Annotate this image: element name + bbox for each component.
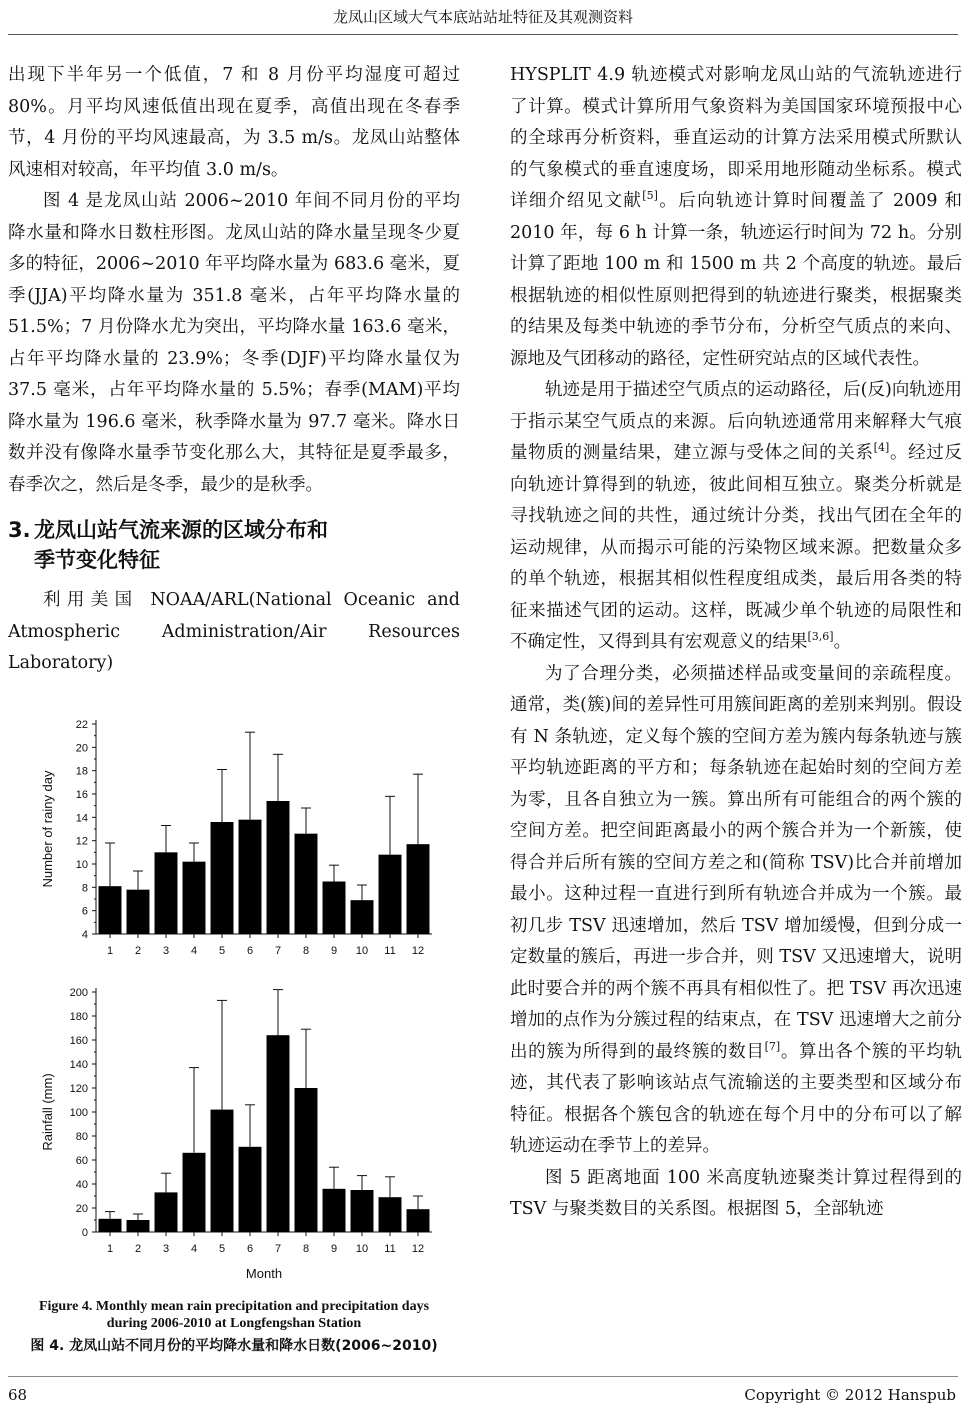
right-column xyxy=(510,60,962,1226)
running-header: 龙凤山区域大气本底站站址特征及其观测资料 xyxy=(332,8,633,26)
paragraph xyxy=(510,659,962,1163)
rainy-days-bar-11 xyxy=(379,855,402,934)
rainy-days-y-tick-label: 8 xyxy=(81,882,88,895)
rainy-days-bar-12 xyxy=(407,844,430,934)
text: 。算出各个簇的平均轨迹，其代表了影响该站点气流输送的主要类型和区域分布特征。根据各个簇包含的轨迹在每个月中的分布可以了解轨迹运动在季节上的差异。 xyxy=(510,1041,963,1156)
rainy-days-bar-6 xyxy=(239,820,262,934)
rainfall-y-tick-label: 40 xyxy=(75,1179,88,1191)
rainy-days-y-tick-label: 4 xyxy=(81,929,88,941)
paragraph: 出现下半年另一个低值，7 和 8 月份平均湿度可超过 80%。月平均风速低值出现在夏季，高值出现在冬春季节，4 月份的平均风速最高，为 3.5 m/s。龙凤山站整体风速相对较高，年平均值 3.0 m/s。 xyxy=(8,65,460,180)
section-number: 3. xyxy=(8,518,31,542)
rainfall-y-tick-label: 140 xyxy=(69,1059,88,1071)
paragraph: 利用美国 NOAA/ARL(National Oceanic and Atmospheric Administration/Air Resources Laboratory) xyxy=(8,590,460,673)
rainy-days-x-tick-label: 12 xyxy=(411,945,425,957)
rainy-days-bar-8 xyxy=(295,834,318,934)
caption-en-line2: during 2006-2010 at Longfengshan Station xyxy=(106,1316,362,1331)
rainfall-x-tick-label: 12 xyxy=(411,1243,425,1255)
figure-4 xyxy=(8,712,460,1282)
rainfall-x-tick-label: 8 xyxy=(302,1243,310,1255)
section-title-line1: 龙凤山站气流来源的区域分布和 xyxy=(34,518,328,542)
rainy-days-y-tick-label: 18 xyxy=(75,765,88,778)
text: 。 xyxy=(833,632,852,652)
paragraph xyxy=(510,375,962,659)
rainfall-y-tick-label: 180 xyxy=(69,1011,88,1023)
caption-zh: 图 4. 龙凤山站不同月份的平均降水量和降水日数(2006~2010) xyxy=(30,1338,438,1354)
rainy-days-x-tick-label: 11 xyxy=(384,945,396,957)
rainy-days-bar-2 xyxy=(127,890,150,934)
rainfall-bar-7 xyxy=(267,1035,290,1232)
section-title-line2: 季节变化特征 xyxy=(34,548,160,572)
rainy-days-y-axis-label: Number of rainy day xyxy=(40,770,55,888)
rainfall-x-tick-label: 1 xyxy=(106,1243,114,1255)
header-divider xyxy=(8,34,958,35)
rainfall-x-tick-label: 11 xyxy=(384,1243,396,1255)
rainy-days-bar-3 xyxy=(155,852,178,934)
rainfall-y-axis-label: Rainfall (mm) xyxy=(40,1073,55,1151)
rainfall-bar-10 xyxy=(351,1190,374,1232)
rainfall-x-tick-label: 5 xyxy=(218,1243,226,1255)
paragraph: 图 5 距离地面 100 米高度轨迹聚类计算过程得到的 TSV 与聚类数目的关系图。根据图 5，全部轨迹 xyxy=(510,1167,962,1219)
rainy-days-bar-1 xyxy=(99,886,122,934)
rainfall-x-tick-label: 2 xyxy=(134,1243,142,1255)
rainfall-bar-1 xyxy=(99,1219,122,1232)
rainfall-bar-6 xyxy=(239,1147,262,1232)
citation: [4] xyxy=(873,441,890,455)
rainfall-bar-12 xyxy=(407,1209,430,1232)
caption-en-line1: Figure 4. Monthly mean rain precipitation and precipitation days xyxy=(38,1299,430,1314)
rainfall-x-axis-label: Month xyxy=(245,1266,283,1281)
rainfall-x-tick-label: 4 xyxy=(190,1243,198,1255)
rainy-days-x-tick-label: 7 xyxy=(274,945,282,957)
rainfall-bar-11 xyxy=(379,1197,402,1232)
rainy-days-x-tick-label: 4 xyxy=(190,945,198,957)
rainfall-bar-4 xyxy=(183,1153,206,1232)
rainy-days-y-tick-label: 20 xyxy=(75,742,88,755)
rainfall-bar-5 xyxy=(211,1110,234,1232)
rainy-days-x-tick-label: 8 xyxy=(302,945,310,957)
rainfall-y-tick-label: 0 xyxy=(81,1227,88,1239)
rainy-days-y-tick-label: 6 xyxy=(81,905,88,918)
rainy-days-bar-5 xyxy=(211,822,234,934)
rainfall-y-tick-label: 160 xyxy=(69,1035,88,1047)
footer-divider xyxy=(8,1376,958,1377)
paragraph: 图 4 是龙凤山站 2006~2010 年间不同月份的平均降水量和降水日数柱形图。龙凤山站的降水量呈现冬少夏多的特征，2006~2010 年平均降水量为 683.6 毫米，夏季(JJA)平均降水量为 351.8 毫米，占年平均降水量的 51.5%；7 月份降水尤为突出，平均降水量 163.6 毫米，占年平均降水量的 23.9%；冬季(DJF)平均降水量仅为 37.5 毫米，占年平均降水量的 5.5%；春季(MAM)平均降水量为 196.6 毫米，秋季降水量为 97.7 毫米。降水日数并没有像降水量季节变化那么大，其特征是夏季最多，春季次之，然后是冬季，最少的是秋季。 xyxy=(8,191,460,495)
rainy-days-x-tick-label: 6 xyxy=(246,945,254,957)
rainfall-x-tick-label: 10 xyxy=(355,1243,369,1255)
text: 。经过反向轨迹计算得到的轨迹，彼此间相互独立。聚类分析就是寻找轨迹之间的共性，通过统计分类，找出气团在全年的运动规律，从而揭示可能的污染物区域来源。把数量众多的单个轨迹，根据其相似性程度组成类，最后用各类的特征来描述气团的运动。这样，既减少单个轨迹的局限性和不确定性，又得到具有宏观意义的结果 xyxy=(510,443,962,652)
rainy-days-bar-10 xyxy=(351,900,374,934)
rainy-days-bar-9 xyxy=(323,882,346,935)
rainfall-x-tick-label: 6 xyxy=(246,1243,254,1255)
figure-4-charts xyxy=(8,712,460,1282)
citation: [7] xyxy=(764,1039,781,1053)
rainfall-bar-8 xyxy=(295,1088,318,1232)
rainy-days-bar-4 xyxy=(183,862,206,934)
rainy-days-x-tick-label: 2 xyxy=(134,945,142,957)
rainy-days-x-tick-label: 1 xyxy=(106,945,114,957)
text: 为了合理分类，必须描述样品或变量间的亲疏程度。通常，类(簇)间的差异性可用簇间距离的差别来判别。假设有 N 条轨迹，定义每个簇的空间方差为簇内每条轨迹与簇平均轨迹距离的平方和；每条轨迹在起始时刻的空间方差为零，且各自独立为一簇。算出所有可能组合的两个簇的空间方差。把空间距离最小的两个簇合并为一个新簇，使得合并后所有簇的空间方差之和(简称 TSV)比合并前增加最小。这种过程一直进行到所有轨迹合并成为一个簇。最初几步 TSV 迅速增加，然后 TSV 增加缓慢，但到分成一定数量的簇后，再进一步合并，则 TSV 又迅速增大，说明此时要合并的两个簇不再具有相似性了。把 TSV 再次迅速增加的点作为分簇过程的结束点，在 TSV 迅速增大之前分出的簇为所得到的最终簇的数目 xyxy=(510,663,962,1062)
rainy-days-y-tick-label: 22 xyxy=(75,719,88,731)
paragraph xyxy=(510,60,962,375)
text: HYSPLIT 4.9 轨迹模式对影响龙凤山站的气流轨迹进行了计算。模式计算所用气象资料为美国国家环境预报中心的全球再分析资料，垂直运动的计算方法采用模式所默认的气象模式的垂直速度场，即采用地形随动坐标系。模式详细介绍见文献 xyxy=(510,65,962,211)
rainfall-x-tick-label: 9 xyxy=(330,1243,338,1255)
rainfall-x-tick-label: 3 xyxy=(162,1243,170,1255)
rainy-days-x-tick-label: 3 xyxy=(162,945,170,957)
rainy-days-bar-7 xyxy=(267,801,290,934)
rainy-days-x-tick-label: 10 xyxy=(355,945,369,957)
page-number: 68 xyxy=(8,1386,28,1404)
rainfall-y-tick-label: 60 xyxy=(75,1155,88,1167)
rainfall-y-tick-label: 120 xyxy=(69,1083,88,1095)
rainy-days-y-tick-label: 12 xyxy=(75,835,88,848)
rainy-days-x-tick-label: 5 xyxy=(218,945,226,957)
text: 轨迹是用于描述空气质点的运动路径，后(反)向轨迹用于指示某空气质点的来源。后向轨迹通常用来解释大气痕量物质的测量结果，建立源与受体之间的关系 xyxy=(510,380,962,463)
rainfall-y-tick-label: 20 xyxy=(75,1203,88,1215)
text: 。后向轨迹计算时间覆盖了 2009 和 2010 年，每 6 h 计算一条，轨迹运行时间为 72 h。分别计算了距地 100 m 和 1500 m 共 2 个高度的轨迹。最后根据轨迹的相似性原则把得到的轨迹进行聚类，根据聚类的结果及每类中轨迹的季节分布，分析空气质点的来向、源地及气团移动的路径，定性研究站点的区域代表性。 xyxy=(510,191,962,369)
figure-caption xyxy=(8,1298,460,1356)
rainfall-bar-2 xyxy=(127,1220,150,1232)
rainfall-y-tick-label: 200 xyxy=(69,987,88,999)
copyright: Copyright © 2012 Hanspub xyxy=(744,1386,956,1404)
rainy-days-y-tick-label: 14 xyxy=(75,812,88,825)
rainy-days-y-tick-label: 10 xyxy=(75,859,88,871)
rainfall-bar-9 xyxy=(323,1189,346,1232)
left-column xyxy=(8,60,460,680)
rainy-days-y-tick-label: 16 xyxy=(75,789,88,801)
rainy-days-x-tick-label: 9 xyxy=(330,945,338,957)
citation: [5] xyxy=(642,189,658,203)
section-heading xyxy=(8,515,460,575)
citation: [3,6] xyxy=(807,630,834,644)
rainfall-bar-3 xyxy=(155,1192,178,1232)
rainfall-y-tick-label: 100 xyxy=(69,1107,88,1119)
rainfall-y-tick-label: 80 xyxy=(75,1131,88,1143)
rainfall-x-tick-label: 7 xyxy=(274,1243,282,1255)
